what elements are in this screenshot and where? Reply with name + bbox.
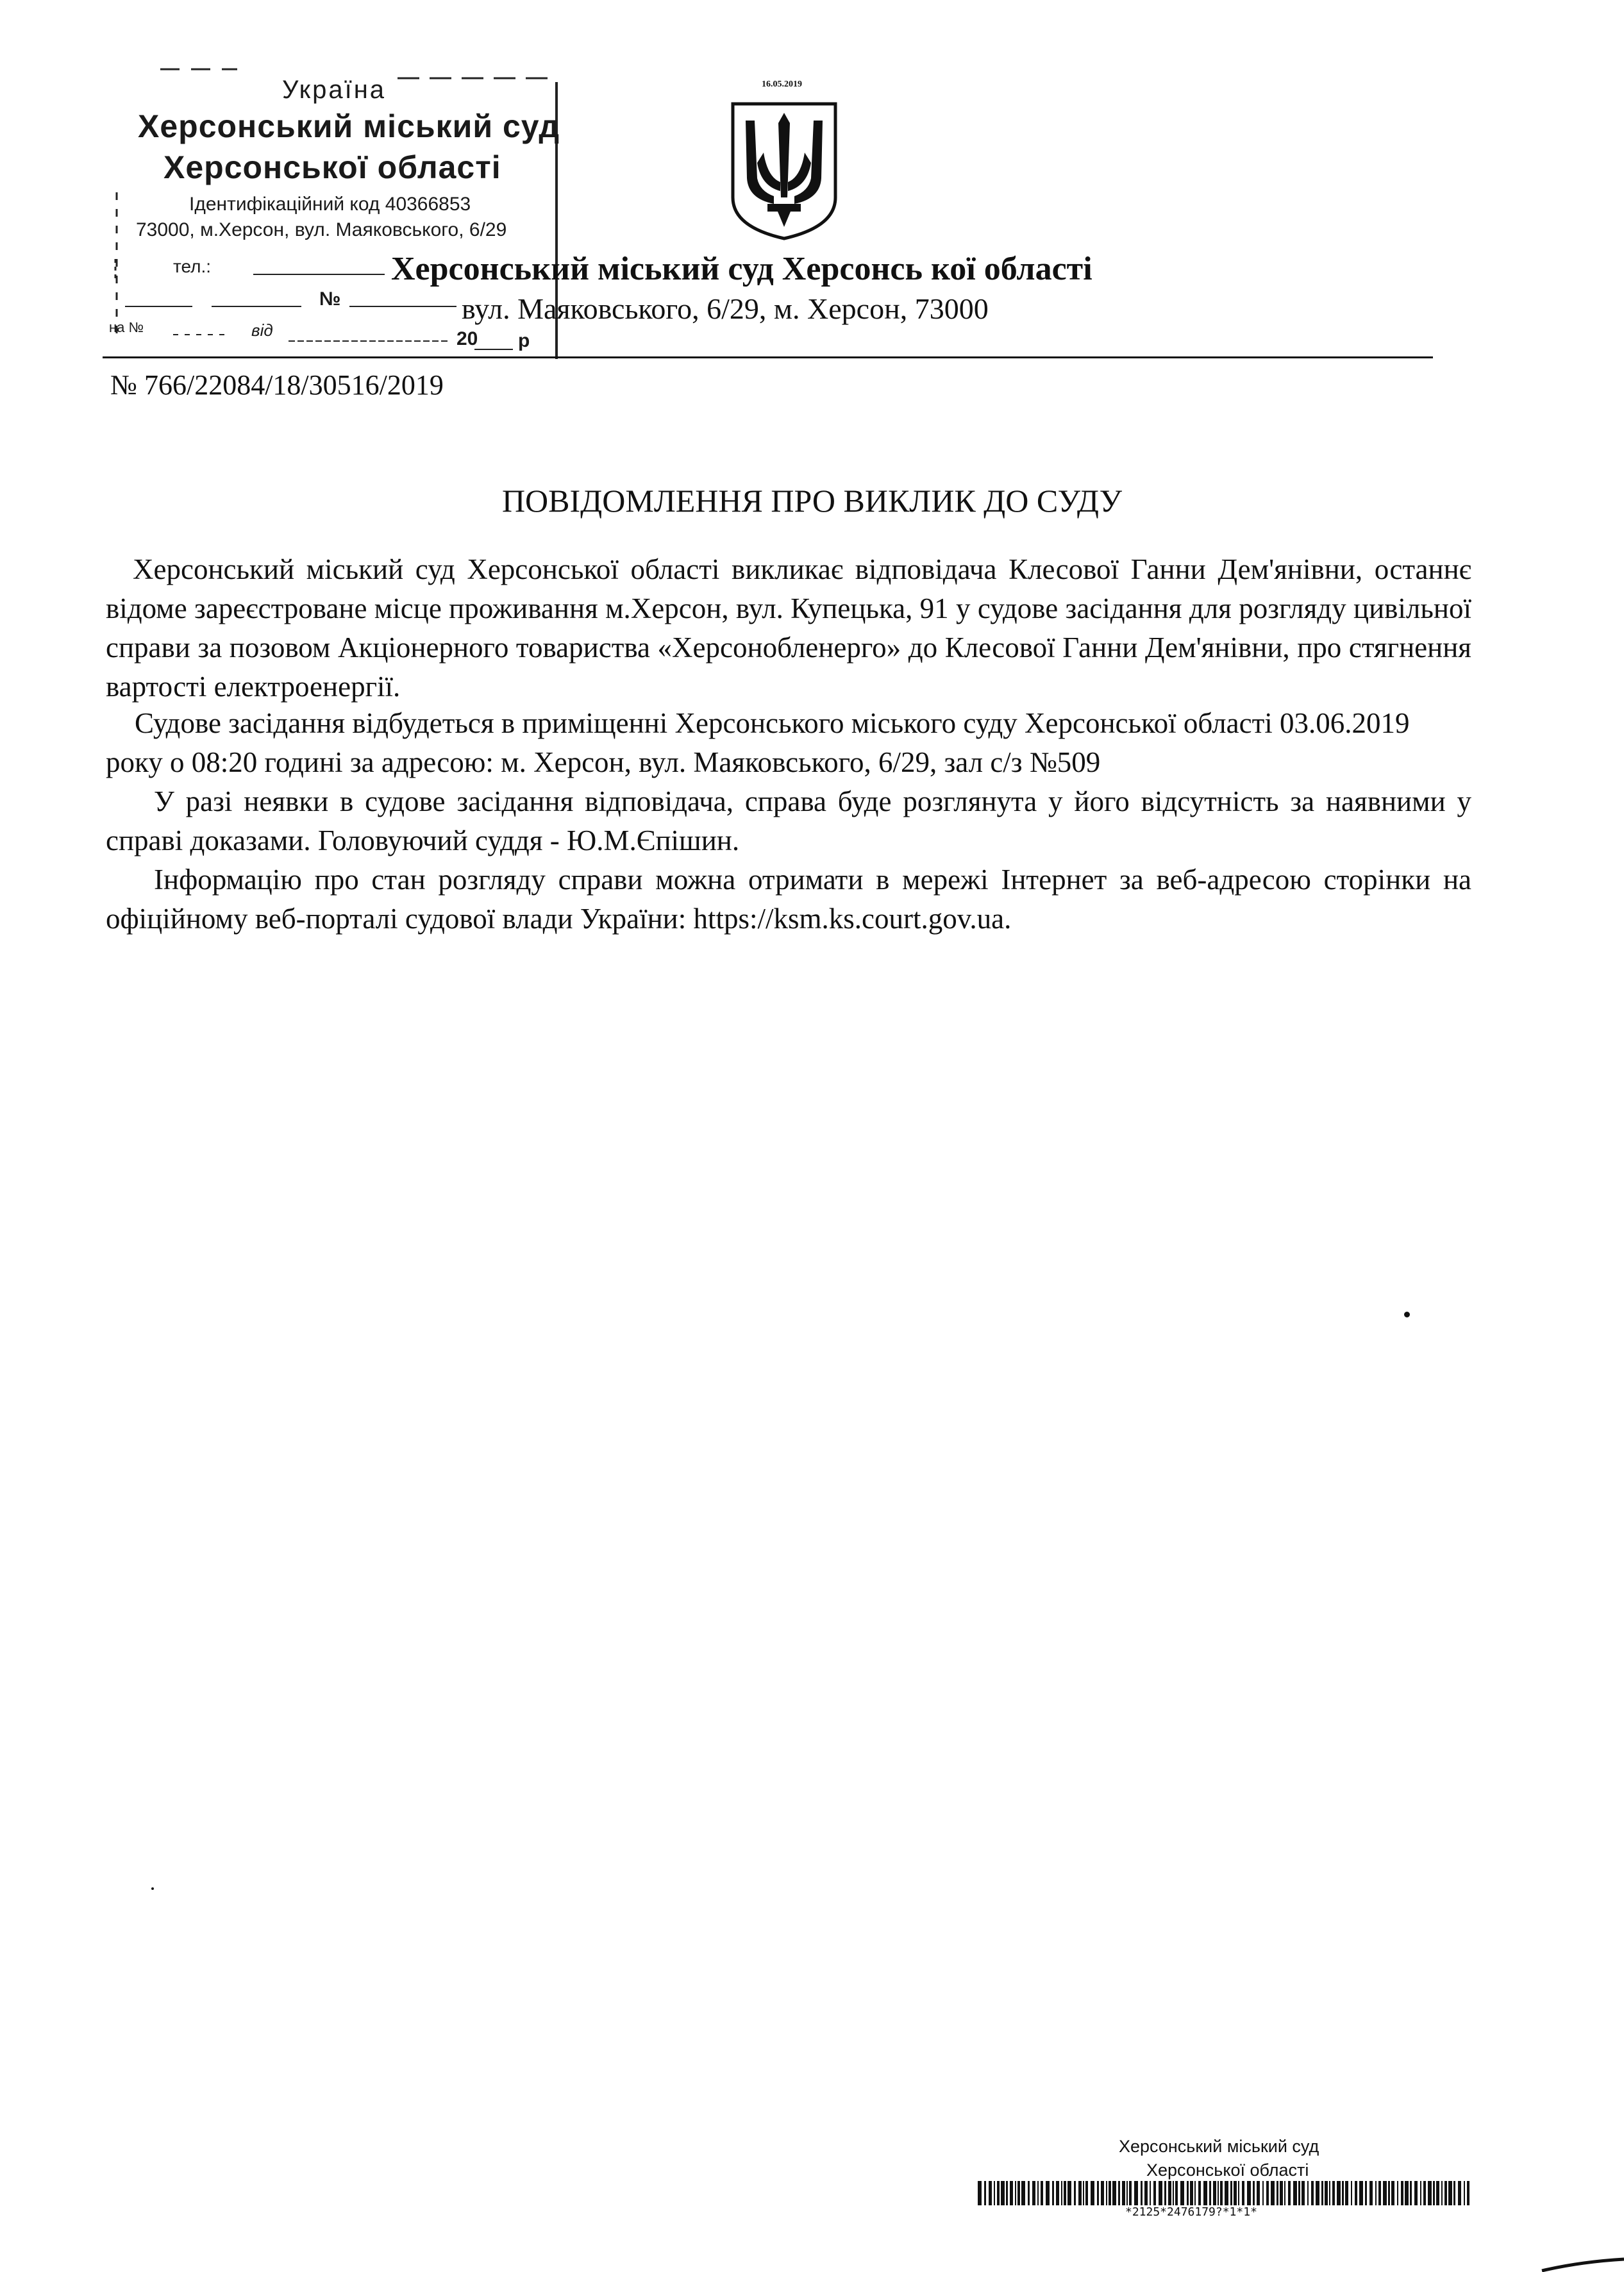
barcode-bar — [1355, 2181, 1357, 2205]
barcode-bar — [1238, 2181, 1239, 2205]
court-address: вул. Маяковського, 6/29, м. Херсон, 73000 — [462, 292, 989, 325]
barcode-bar — [1056, 2181, 1059, 2205]
barcode-bar — [1397, 2181, 1398, 2205]
stamp-court-name: Херсонський міський суд — [138, 108, 560, 144]
case-number: № 766/22084/18/30516/2019 — [110, 369, 444, 401]
barcode-bar — [1168, 2181, 1171, 2205]
barcode-bar — [1046, 2181, 1050, 2205]
barcode-bar — [1410, 2181, 1412, 2205]
stamp-r-label: р — [518, 330, 530, 351]
barcode-bar — [1006, 2181, 1008, 2205]
barcode-label-region: Херсонської області — [1146, 2160, 1309, 2180]
barcode-bar — [1109, 2181, 1111, 2205]
barcode-text: *2125*2476179?*1*1* — [1125, 2205, 1257, 2219]
barcode-bar — [1329, 2181, 1330, 2205]
barcode-bar — [1311, 2181, 1314, 2205]
barcode-bar — [1041, 2181, 1043, 2205]
barcode-bar — [1106, 2181, 1107, 2205]
barcode-bar — [1203, 2181, 1207, 2205]
barcode-bar — [1464, 2181, 1465, 2205]
barcode-bar — [1378, 2181, 1381, 2205]
barcode-bar — [1213, 2181, 1216, 2205]
barcode-bar — [1173, 2181, 1174, 2205]
barcode-bar — [1247, 2181, 1251, 2205]
scan-speck — [1404, 1312, 1410, 1317]
barcode-bar — [1325, 2181, 1328, 2205]
document-date: 16.05.2019 — [762, 79, 802, 89]
barcode-bar — [1332, 2181, 1335, 2205]
barcode-bar — [1288, 2181, 1291, 2205]
barcode-bar — [1187, 2181, 1189, 2205]
barcode-bar — [1242, 2181, 1244, 2205]
barcode-bar — [1307, 2181, 1309, 2205]
barcode-bar — [1141, 2181, 1143, 2205]
barcode-bar — [1436, 2181, 1439, 2205]
ukraine-trident-icon — [729, 101, 839, 241]
stamp-vid-label: від — [251, 321, 273, 340]
barcode-bar — [1129, 2181, 1132, 2205]
paragraph-info: Інформацію про стан розгляду справи можна отримати в мережі Інтернет за веб-адресою сторінки на офіційному веб-порталі судової влади України: https://ksm.ks.court.gov.ua. — [106, 864, 1471, 935]
barcode-bar — [1083, 2181, 1084, 2205]
stamp-address: 73000, м.Херсон, вул. Маяковського, 6/29 — [136, 219, 507, 240]
barcode-bar — [1159, 2181, 1162, 2205]
barcode-bar — [997, 2181, 1000, 2205]
barcode-bar — [1078, 2181, 1082, 2205]
barcode-bar — [1118, 2181, 1120, 2205]
barcode-bar — [1028, 2181, 1030, 2205]
barcode-bar — [1253, 2181, 1255, 2205]
stamp-country: Україна — [282, 76, 387, 104]
stamp-tel-label: тел.: — [173, 256, 212, 276]
barcode-bar — [1302, 2181, 1305, 2205]
stamp-na-label: на № — [109, 319, 144, 335]
corner-fold-mark — [1536, 2257, 1624, 2272]
barcode-bar — [1052, 2181, 1054, 2205]
barcode-bar — [1441, 2181, 1443, 2205]
barcode-bar — [1277, 2181, 1278, 2205]
barcode-bar — [994, 2181, 995, 2205]
document-title: ПОВІДОМЛЕННЯ ПРО ВИКЛИК ДО СУДУ — [501, 483, 1123, 519]
header-divider — [103, 356, 1433, 358]
barcode-bar — [1112, 2181, 1116, 2205]
barcode — [978, 2181, 1471, 2205]
barcode-bar — [1134, 2181, 1138, 2205]
barcode-bar — [1271, 2181, 1275, 2205]
barcode-bar — [1262, 2181, 1264, 2205]
barcode-bar — [1017, 2181, 1020, 2205]
barcode-bar — [1194, 2181, 1196, 2205]
barcode-bar — [1144, 2181, 1148, 2205]
barcode-bar — [1122, 2181, 1125, 2205]
barcode-bar — [1365, 2181, 1367, 2205]
registration-stamp — [0, 0, 577, 385]
barcode-bar — [1257, 2181, 1260, 2205]
barcode-bar — [1444, 2181, 1447, 2205]
barcode-bar — [1428, 2181, 1432, 2205]
barcode-bar — [1164, 2181, 1166, 2205]
barcode-bar — [1126, 2181, 1128, 2205]
barcode-bar — [1198, 2181, 1201, 2205]
barcode-bar — [1359, 2181, 1363, 2205]
barcode-bar — [1015, 2181, 1016, 2205]
barcode-bar — [1101, 2181, 1104, 2205]
barcode-bar — [1383, 2181, 1387, 2205]
stamp-border — [0, 0, 577, 385]
barcode-bar — [1061, 2181, 1062, 2205]
barcode-bar — [978, 2181, 982, 2205]
barcode-bar — [1085, 2181, 1088, 2205]
barcode-bar — [1153, 2181, 1156, 2205]
paragraph-hearing: Судове засідання відбудеться в приміщенні Херсонського міського суду Херсонської області 03.06.2019 року о 08:20 годині за адресою: м. Херсон, вул. Маяковського, 6/29, зал с/з №509 — [106, 707, 1410, 778]
barcode-bar — [1401, 2181, 1403, 2205]
scan-speck — [151, 1887, 154, 1890]
barcode-label-court: Херсонський міський суд — [1119, 2137, 1319, 2156]
barcode-bar — [1175, 2181, 1178, 2205]
barcode-bar — [1001, 2181, 1005, 2205]
barcode-bar — [1064, 2181, 1066, 2205]
paragraph-summons: Херсонський міський суд Херсонської області викликає відповідача Клесової Ганни Дем'янівни, останнє відоме зареєстроване місце проживання м.Херсон, вул. Купецька, 91 у судове засідання для розгляду цивільної справи за позовом Акціонерного товариства «Херсонобленерго» до Клесової Ганни Дем'янівни, про стягнення вартості електроенергії. — [106, 553, 1471, 703]
barcode-bar — [984, 2181, 986, 2205]
stamp-court-region: Херсонської області — [163, 149, 501, 185]
barcode-bar — [1021, 2181, 1025, 2205]
barcode-bar — [1337, 2181, 1341, 2205]
barcode-bar — [1074, 2181, 1076, 2205]
court-name-heading: Херсонський міський суд Херсонсь кої області — [391, 251, 1092, 287]
stamp-number-label: № — [319, 288, 341, 310]
barcode-bar — [1234, 2181, 1237, 2205]
barcode-bar — [1420, 2181, 1421, 2205]
barcode-bar — [1284, 2181, 1285, 2205]
barcode-bar — [1448, 2181, 1452, 2205]
barcode-bar — [1280, 2181, 1283, 2205]
barcode-bar — [1375, 2181, 1377, 2205]
stamp-year-label: 20 — [456, 328, 478, 349]
barcode-bar — [1230, 2181, 1232, 2205]
barcode-bar — [1180, 2181, 1184, 2205]
barcode-bar — [1342, 2181, 1344, 2205]
barcode-bar — [1067, 2181, 1071, 2205]
barcode-bar — [1321, 2181, 1323, 2205]
stamp-id-code: Ідентифікаційний код 40366853 — [189, 194, 471, 215]
barcode-bar — [1453, 2181, 1455, 2205]
barcode-bar — [1010, 2181, 1013, 2205]
barcode-bar — [1414, 2181, 1418, 2205]
barcode-bar — [1298, 2181, 1300, 2205]
barcode-bar — [1369, 2181, 1373, 2205]
paragraph-absence: У разі неявки в судове засідання відповідача, справа буде розглянута у його відсутність за наявними у справі доказами. Головуючий суддя - Ю.М.Єпішин. — [106, 785, 1471, 856]
barcode-bar — [1293, 2181, 1297, 2205]
barcode-bar — [1266, 2181, 1269, 2205]
barcode-bar — [1467, 2181, 1469, 2205]
barcode-bar — [1150, 2181, 1151, 2205]
barcode-bar — [1225, 2181, 1228, 2205]
barcode-bar — [1218, 2181, 1219, 2205]
barcode-bar — [1423, 2181, 1426, 2205]
barcode-bar — [1316, 2181, 1319, 2205]
barcode-bar — [1209, 2181, 1211, 2205]
barcode-bar — [1458, 2181, 1461, 2205]
barcode-bar — [1097, 2181, 1099, 2205]
barcode-bar — [1220, 2181, 1223, 2205]
barcode-bar — [1190, 2181, 1193, 2205]
barcode-bar — [1433, 2181, 1435, 2205]
barcode-bar — [989, 2181, 992, 2205]
barcode-bar — [1391, 2181, 1394, 2205]
barcode-bar — [1091, 2181, 1094, 2205]
barcode-bar — [1032, 2181, 1035, 2205]
barcode-bar — [1405, 2181, 1409, 2205]
barcode-bar — [1345, 2181, 1348, 2205]
barcode-bar — [1037, 2181, 1039, 2205]
barcode-bar — [1351, 2181, 1352, 2205]
barcode-bar — [1388, 2181, 1390, 2205]
